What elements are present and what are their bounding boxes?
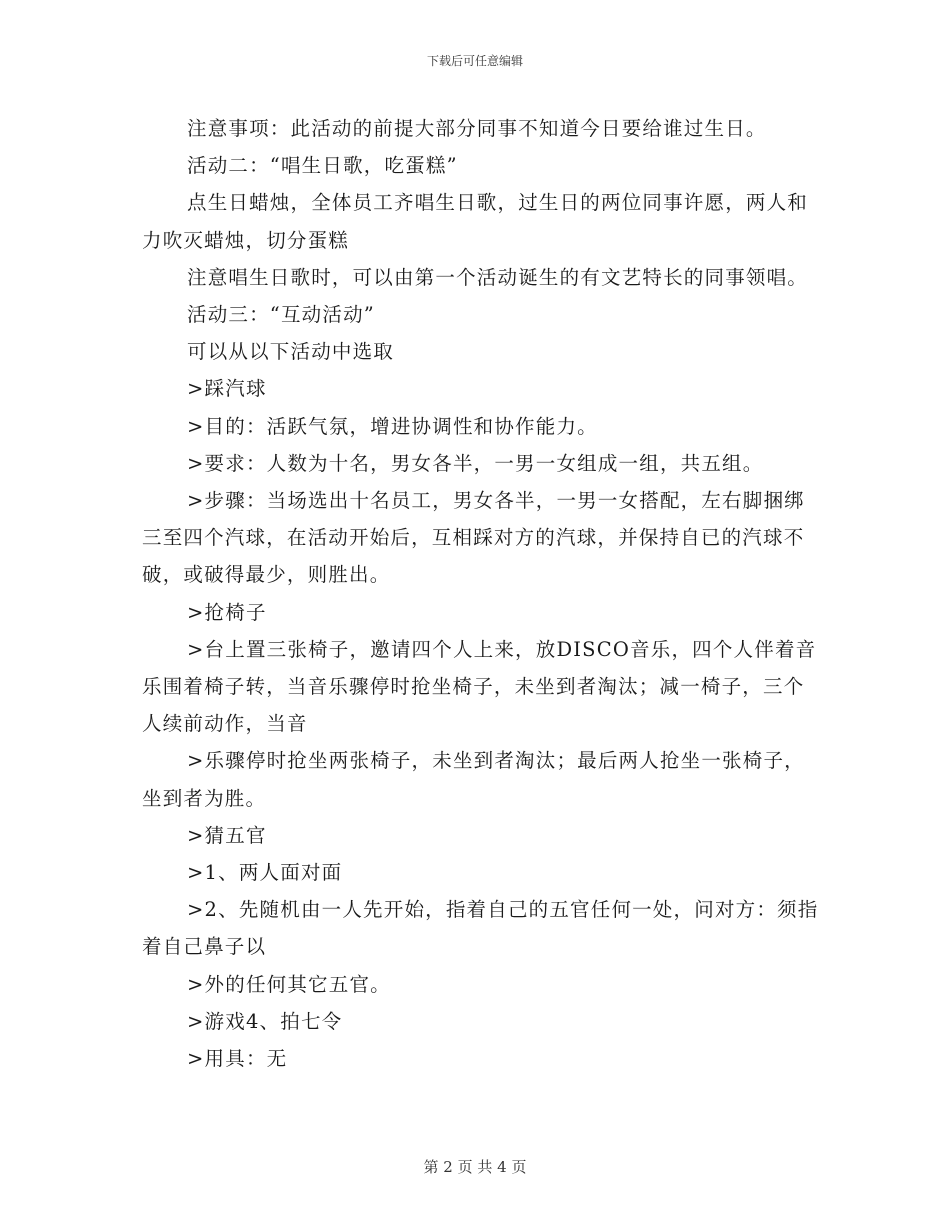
paragraph: >2、先随机由一人先开始，指着自己的五官任何一处，问对方：须指着自己鼻子以 bbox=[142, 898, 819, 959]
paragraph: >目的：活跃气氛，增进协调性和协作能力。 bbox=[187, 414, 598, 438]
paragraph: >猜五官 bbox=[187, 823, 267, 847]
paragraph: >乐骤停时抢坐两张椅子，未坐到者淘汰；最后两人抢坐一张椅子，坐到者为胜。 bbox=[142, 749, 805, 810]
paragraph: >1、两人面对面 bbox=[187, 861, 343, 885]
paragraph: >用具：无 bbox=[187, 1047, 288, 1071]
paragraph: 活动二：“唱生日歌，吃蛋糕” bbox=[187, 154, 458, 178]
paragraph: >游戏4、拍七令 bbox=[187, 1009, 343, 1033]
paragraph: 可以从以下活动中选取 bbox=[187, 340, 395, 364]
paragraph: 点生日蜡烛，全体员工齐唱生日歌，过生日的两位同事许愿，两人和力吹灭蜡烛，切分蛋糕 bbox=[142, 191, 809, 252]
paragraph: >踩汽球 bbox=[187, 377, 267, 401]
page-header: 下载后可任意编辑 bbox=[426, 54, 523, 68]
paragraph: 注意唱生日歌时，可以由第一个活动诞生的有文艺特长的同事领唱。 bbox=[187, 265, 809, 289]
paragraph: 活动三：“互动活动” bbox=[187, 303, 375, 327]
paragraph: 注意事项：此活动的前提大部分同事不知道今日要给谁过生日。 bbox=[187, 117, 767, 140]
paragraph: >抢椅子 bbox=[187, 600, 267, 624]
document-body bbox=[142, 110, 822, 1077]
paragraph: >要求：人数为十名，男女各半，一男一女组成一组，共五组。 bbox=[187, 451, 764, 475]
paragraph: >台上置三张椅子，邀请四个人上来，放DISCO音乐，四个人伴着音乐围着椅子转，当音乐骤停时抢坐椅子，未坐到者淘汰；减一椅子，三个人续前动作，当音 bbox=[142, 637, 817, 736]
page-footer: 第 2 页 共 4 页 bbox=[423, 1158, 527, 1176]
paragraph: >外的任何其它五官。 bbox=[187, 972, 391, 996]
paragraph: >步骤：当场选出十名员工，男女各半，一男一女搭配，左右脚捆绑三至四个汽球，在活动开始后，互相踩对方的汽球，并保持自已的汽球不破，或破得最少，则胜出。 bbox=[142, 489, 805, 587]
